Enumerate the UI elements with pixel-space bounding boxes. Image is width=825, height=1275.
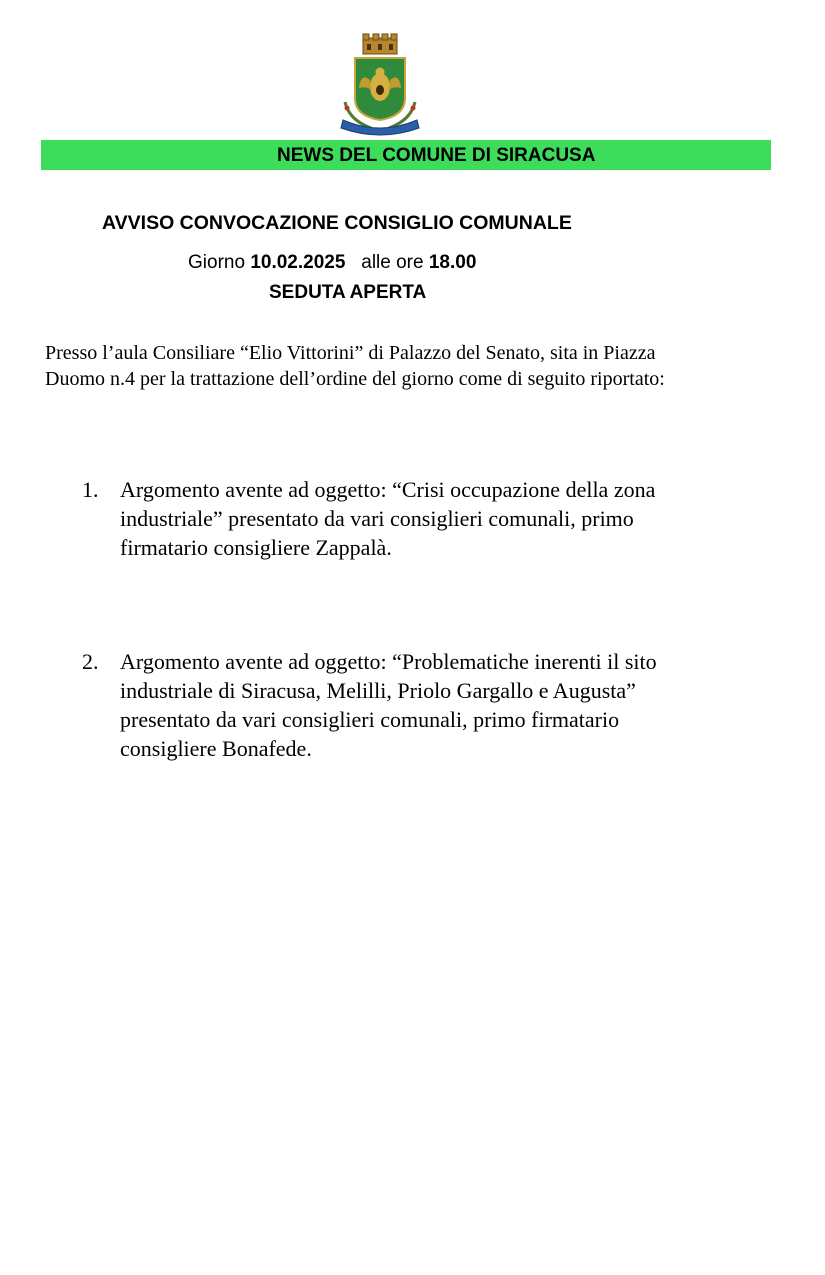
- agenda-number: 2.: [82, 649, 99, 674]
- agenda-line: industriale” presentato da vari consiglieri comunali, primo: [120, 506, 634, 531]
- agenda-line: firmatario consigliere Zappalà.: [120, 535, 392, 560]
- time-label: alle ore: [361, 252, 424, 273]
- day-label: Giorno: [188, 252, 246, 273]
- agenda-line: Argomento avente ad oggetto: “Crisi occupazione della zona: [120, 477, 656, 502]
- session-type: SEDUTA APERTA: [269, 282, 427, 303]
- notice-title: AVVISO CONVOCAZIONE CONSIGLIO COMUNALE: [102, 212, 572, 234]
- coat-of-arms-icon: [335, 32, 425, 136]
- news-banner: NEWS DEL COMUNE DI SIRACUSA: [41, 140, 771, 170]
- session-date: 10.02.2025: [250, 252, 346, 273]
- agenda-line: presentato da vari consiglieri comunali, primo firmatario: [120, 707, 620, 732]
- agenda-line: consigliere Bonafede.: [120, 736, 312, 761]
- session-time: 18.00: [428, 252, 477, 273]
- session-date-line: [188, 252, 476, 274]
- intro-line: Presso l’aula Consiliare “Elio Vittorini” di Palazzo del Senato, sita in Piazza: [45, 342, 656, 364]
- intro-paragraph: [45, 340, 785, 392]
- agenda-number: 1.: [82, 477, 99, 502]
- agenda-line: Argomento avente ad oggetto: “Problematiche inerenti il sito: [120, 649, 657, 674]
- agenda-line: industriale di Siracusa, Melilli, Priolo Gargallo e Augusta”: [120, 678, 636, 703]
- intro-line: Duomo n.4 per la trattazione dell’ordine del giorno come di seguito riportato:: [45, 368, 665, 390]
